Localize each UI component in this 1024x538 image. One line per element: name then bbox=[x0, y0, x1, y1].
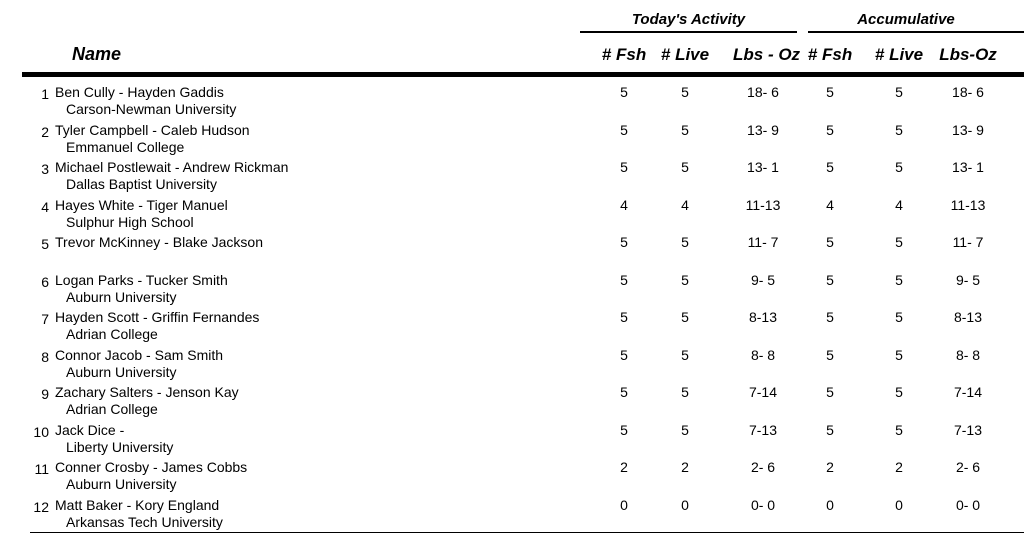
accum-weight: 11-13 bbox=[950, 196, 986, 213]
accum-live: 5 bbox=[895, 271, 903, 288]
accum-fish: 4 bbox=[826, 196, 834, 213]
today-live: 5 bbox=[681, 234, 689, 250]
accum-live: 5 bbox=[895, 346, 903, 363]
accum-fish: 5 bbox=[826, 309, 834, 325]
team-school: Dallas Baptist University bbox=[66, 176, 217, 192]
rank: 2 bbox=[41, 123, 49, 140]
table-row bbox=[0, 495, 1024, 533]
today-weight: 0- 0 bbox=[750, 496, 776, 513]
accum-weight: 8- 8 bbox=[955, 346, 981, 363]
today-live: 5 bbox=[681, 421, 689, 438]
today-fish: 5 bbox=[620, 234, 628, 250]
accum-weight: 7-13 bbox=[953, 421, 983, 438]
bottom-divider bbox=[30, 532, 1024, 533]
today-weight: 2- 6 bbox=[750, 459, 776, 475]
today-fish: 5 bbox=[620, 159, 628, 175]
rank: 8 bbox=[41, 348, 49, 365]
today-weight: 8- 8 bbox=[750, 346, 776, 363]
team-names: Ben Cully - Hayden Gaddis bbox=[55, 84, 224, 100]
today-fish: 0 bbox=[620, 496, 628, 513]
rank: 3 bbox=[41, 161, 49, 177]
name-column-header: Name bbox=[72, 44, 122, 64]
accum-fish: 5 bbox=[826, 346, 834, 363]
accum-live: 5 bbox=[895, 384, 903, 400]
table-row bbox=[0, 157, 1024, 195]
today-fish: 5 bbox=[620, 121, 628, 138]
today-live-header: # Live bbox=[660, 45, 710, 64]
accum-weight: 18- 6 bbox=[952, 84, 984, 100]
accum-fish: 5 bbox=[826, 421, 834, 438]
accum-weight: 7-14 bbox=[953, 384, 983, 400]
today-fish: 2 bbox=[620, 459, 628, 475]
accum-fish: 0 bbox=[826, 496, 834, 513]
rank: 12 bbox=[33, 498, 49, 515]
accum-weight: 9- 5 bbox=[955, 271, 981, 288]
team-names: Trevor McKinney - Blake Jackson bbox=[55, 234, 263, 250]
team-names: Conner Crosby - James Cobbs bbox=[55, 459, 248, 475]
team-names: Zachary Salters - Jenson Kay bbox=[55, 384, 239, 400]
team-names: Jack Dice - bbox=[55, 421, 125, 438]
todays-activity-underline bbox=[580, 31, 797, 33]
accum-fish: 5 bbox=[826, 384, 834, 400]
team-school: Adrian College bbox=[66, 326, 158, 342]
team-names: Michael Postlewait - Andrew Rickman bbox=[55, 159, 289, 175]
accum-weight: 13- 9 bbox=[952, 121, 984, 138]
today-live: 5 bbox=[681, 271, 689, 288]
accum-live: 5 bbox=[895, 159, 903, 175]
today-live: 5 bbox=[681, 309, 689, 325]
today-live: 5 bbox=[681, 121, 689, 138]
today-live: 5 bbox=[681, 384, 689, 400]
accum-live: 5 bbox=[895, 421, 903, 438]
today-live: 2 bbox=[681, 459, 689, 475]
team-school: Auburn University bbox=[66, 363, 177, 380]
rank: 9 bbox=[41, 386, 49, 402]
rank: 7 bbox=[41, 311, 49, 327]
today-live: 5 bbox=[681, 159, 689, 175]
today-weight: 7-13 bbox=[748, 421, 778, 438]
accum-fish: 5 bbox=[826, 121, 834, 138]
table-row bbox=[0, 120, 1024, 158]
team-school: Carson-Newman University bbox=[66, 101, 237, 117]
todays-activity-heading: Today's Activity bbox=[631, 11, 746, 28]
today-weight: 18- 6 bbox=[747, 84, 779, 100]
today-fish: 4 bbox=[620, 196, 628, 213]
accum-live-header: # Live bbox=[874, 45, 924, 64]
accum-live: 4 bbox=[895, 196, 903, 213]
accum-fish-header: # Fsh bbox=[807, 45, 853, 64]
accumulative-heading: Accumulative bbox=[857, 11, 955, 28]
accum-live: 5 bbox=[895, 84, 903, 100]
accum-live: 2 bbox=[895, 459, 903, 475]
accum-fish: 5 bbox=[826, 271, 834, 288]
rank: 4 bbox=[41, 198, 49, 215]
accum-weight: 8-13 bbox=[953, 309, 983, 325]
today-fish: 5 bbox=[620, 309, 628, 325]
team-names: Tyler Campbell - Caleb Hudson bbox=[55, 121, 250, 138]
team-school: Liberty University bbox=[66, 438, 174, 455]
accum-weight: 2- 6 bbox=[955, 459, 981, 475]
today-weight: 11- 7 bbox=[747, 234, 779, 250]
rank: 10 bbox=[33, 423, 49, 440]
accum-weight: 11- 7 bbox=[952, 234, 984, 250]
table-row bbox=[0, 82, 1024, 120]
table-row bbox=[0, 420, 1024, 458]
rank: 11 bbox=[34, 461, 49, 477]
today-weight: 9- 5 bbox=[750, 271, 776, 288]
accum-live: 5 bbox=[895, 234, 903, 250]
team-names: Hayes White - Tiger Manuel bbox=[55, 196, 228, 213]
table-row bbox=[0, 382, 1024, 420]
team-names: Connor Jacob - Sam Smith bbox=[55, 346, 224, 363]
accum-live: 5 bbox=[895, 309, 903, 325]
accum-weight-header: Lbs-Oz bbox=[939, 45, 997, 64]
accum-fish: 5 bbox=[826, 159, 834, 175]
today-live: 5 bbox=[681, 346, 689, 363]
accum-live: 0 bbox=[895, 496, 903, 513]
accumulative-underline bbox=[808, 31, 1024, 33]
today-weight: 7-14 bbox=[748, 384, 778, 400]
team-school: Emmanuel College bbox=[66, 138, 185, 155]
accum-weight: 13- 1 bbox=[952, 159, 984, 175]
today-live: 5 bbox=[681, 84, 689, 100]
rank: 1 bbox=[41, 86, 49, 102]
accum-fish: 2 bbox=[826, 459, 834, 475]
today-fish: 5 bbox=[620, 384, 628, 400]
today-fish: 5 bbox=[620, 346, 628, 363]
accum-fish: 5 bbox=[826, 234, 834, 250]
team-school: Arkansas Tech University bbox=[66, 513, 223, 530]
accum-fish: 5 bbox=[826, 84, 834, 100]
today-live: 4 bbox=[681, 196, 689, 213]
team-names: Matt Baker - Kory England bbox=[55, 496, 220, 513]
accum-live: 5 bbox=[895, 121, 903, 138]
table-row bbox=[0, 307, 1024, 345]
today-fish: 5 bbox=[620, 84, 628, 100]
today-fish: 5 bbox=[620, 421, 628, 438]
today-weight: 13- 1 bbox=[747, 159, 779, 175]
today-weight-header: Lbs - Oz bbox=[733, 45, 801, 64]
table-row bbox=[0, 270, 1024, 308]
table-row bbox=[0, 195, 1024, 233]
today-weight: 11-13 bbox=[745, 196, 781, 213]
today-live: 0 bbox=[681, 496, 689, 513]
rank: 5 bbox=[41, 236, 49, 252]
table-row bbox=[0, 345, 1024, 383]
today-fish: 5 bbox=[620, 271, 628, 288]
header-divider bbox=[22, 72, 1024, 77]
team-school: Auburn University bbox=[66, 476, 177, 492]
team-names: Hayden Scott - Griffin Fernandes bbox=[55, 309, 260, 325]
team-school: Adrian College bbox=[66, 401, 158, 417]
accum-weight: 0- 0 bbox=[955, 496, 981, 513]
today-fish-header: # Fsh bbox=[601, 45, 647, 64]
today-weight: 8-13 bbox=[748, 309, 778, 325]
team-names: Logan Parks - Tucker Smith bbox=[55, 271, 228, 288]
team-school: Sulphur High School bbox=[66, 213, 194, 230]
rank: 6 bbox=[41, 273, 49, 290]
table-row bbox=[0, 457, 1024, 495]
table-row bbox=[0, 232, 1024, 270]
today-weight: 13- 9 bbox=[747, 121, 779, 138]
team-school: Auburn University bbox=[66, 288, 177, 305]
